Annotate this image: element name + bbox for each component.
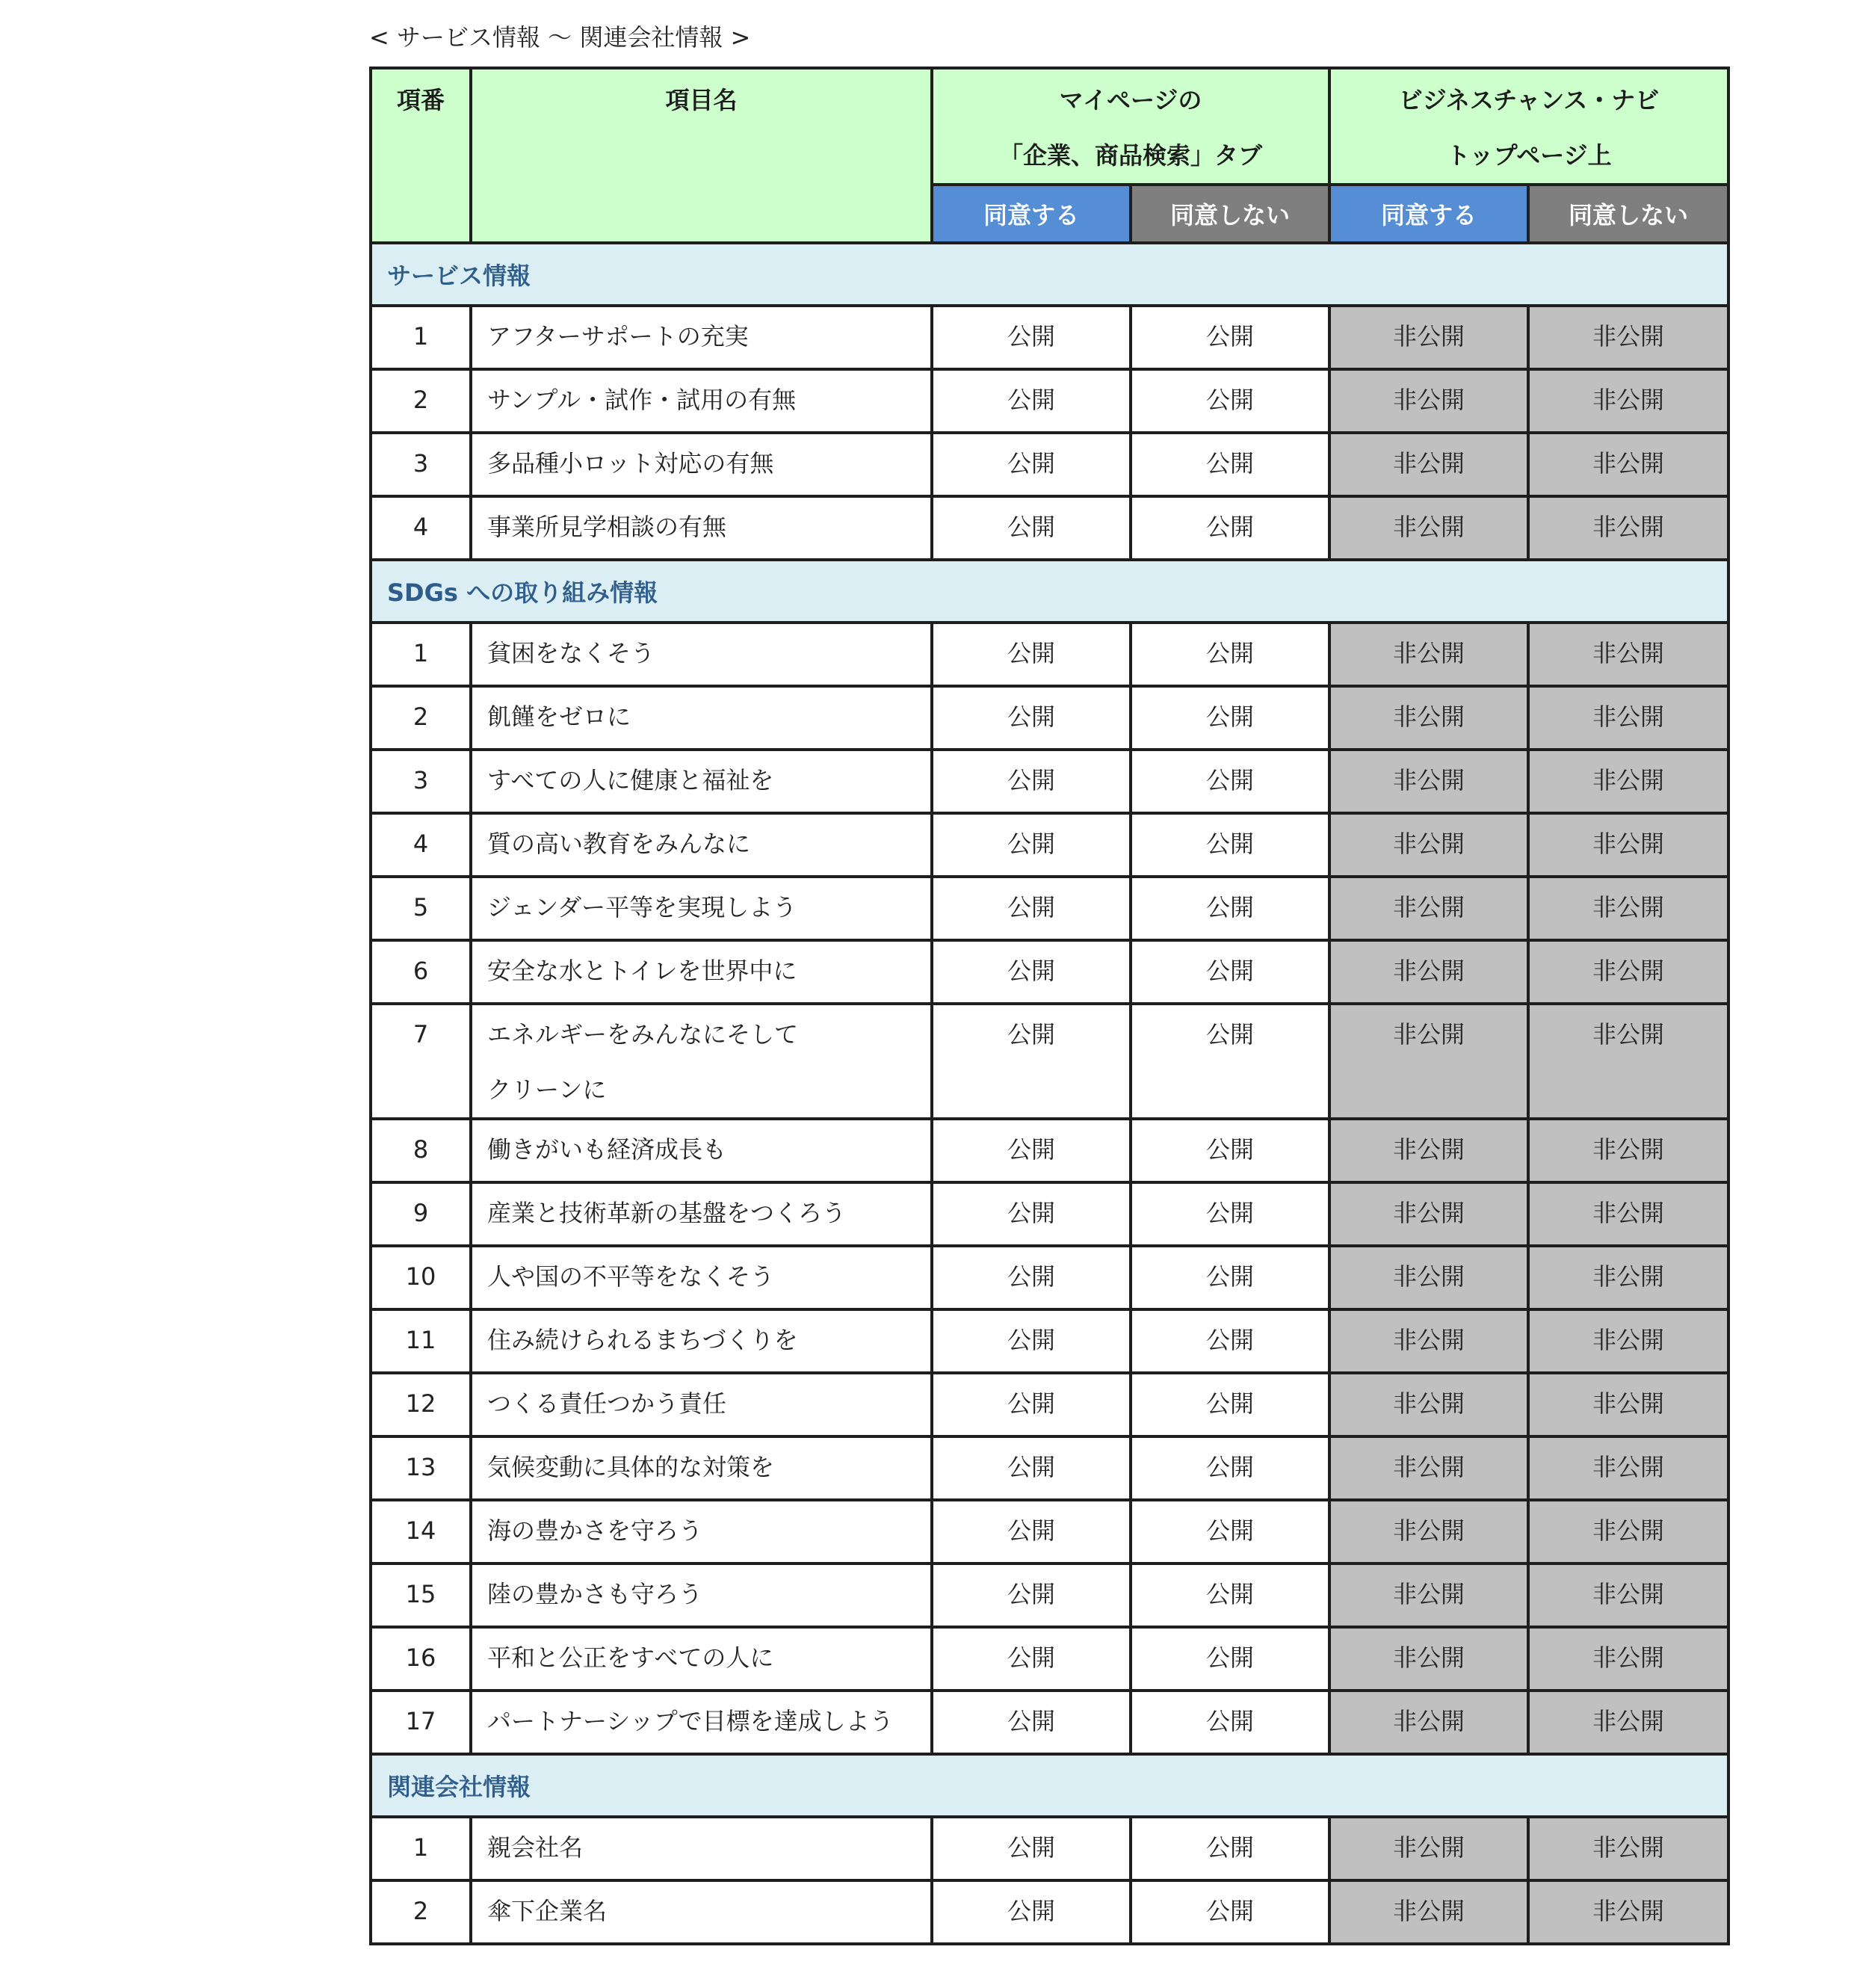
mypage-agree-value: 公開 <box>932 940 1131 1004</box>
item-name: 陸の豊かさも守ろう <box>487 1580 703 1608</box>
item-name: 産業と技術革新の基盤をつくろう <box>487 1199 847 1227</box>
item-number: 3 <box>371 433 471 496</box>
item-name-cell <box>471 877 932 940</box>
mypage-disagree-value: 公開 <box>1131 306 1329 369</box>
bcn-disagree-value: 非公開 <box>1528 496 1728 560</box>
table-row <box>371 496 1728 560</box>
bcn-agree-value: 非公開 <box>1329 1691 1528 1754</box>
item-name: 気候変動に具体的な対策を <box>487 1453 775 1481</box>
mypage-disagree-value: 公開 <box>1131 1817 1329 1880</box>
bcn-agree-value: 非公開 <box>1329 1119 1528 1182</box>
table-row <box>371 1500 1728 1563</box>
bcn-agree-value: 非公開 <box>1329 1436 1528 1500</box>
item-name-cell <box>471 433 932 496</box>
item-number: 4 <box>371 813 471 877</box>
item-name-cell <box>471 369 932 433</box>
item-name: パートナーシップで目標を達成しよう <box>487 1707 894 1735</box>
table-row <box>371 813 1728 877</box>
item-name: サンプル・試作・試用の有無 <box>487 386 797 414</box>
item-number: 16 <box>371 1627 471 1691</box>
mypage-disagree-value: 公開 <box>1131 686 1329 750</box>
bcn-disagree-value: 非公開 <box>1528 623 1728 686</box>
item-name: 働きがいも経済成長も <box>487 1135 727 1164</box>
mypage-agree-value: 公開 <box>932 1627 1131 1691</box>
bcn-disagree-value: 非公開 <box>1528 1119 1728 1182</box>
section-title: 関連会社情報 <box>371 1754 1728 1817</box>
table-row <box>371 1119 1728 1182</box>
mypage-disagree-value: 公開 <box>1131 1182 1329 1246</box>
bcn-agree-value: 非公開 <box>1329 1004 1528 1119</box>
mypage-agree-value: 公開 <box>932 1880 1131 1944</box>
header-mypage-line1: マイページの <box>1059 86 1202 114</box>
mypage-agree-value: 公開 <box>932 306 1131 369</box>
header-mypage-agree: 同意する <box>932 185 1131 243</box>
item-name-cell <box>471 496 932 560</box>
bcn-disagree-value: 非公開 <box>1528 686 1728 750</box>
item-name-cell <box>471 623 932 686</box>
mypage-agree-value: 公開 <box>932 686 1131 750</box>
header-mypage <box>932 68 1329 185</box>
table-row <box>371 1373 1728 1436</box>
mypage-disagree-value: 公開 <box>1131 1880 1329 1944</box>
mypage-disagree-value: 公開 <box>1131 1563 1329 1627</box>
item-name-cell <box>471 1004 932 1119</box>
table-row <box>371 369 1728 433</box>
header-item-number: 項番 <box>371 68 471 243</box>
bcn-agree-value: 非公開 <box>1329 1563 1528 1627</box>
item-name-cell <box>471 1436 932 1500</box>
mypage-disagree-value: 公開 <box>1131 623 1329 686</box>
item-name-cell <box>471 1817 932 1880</box>
item-name-cell <box>471 1563 932 1627</box>
table-row <box>371 1563 1728 1627</box>
mypage-disagree-value: 公開 <box>1131 813 1329 877</box>
mypage-agree-value: 公開 <box>932 1373 1131 1436</box>
item-name: ジェンダー平等を実現しよう <box>487 893 797 922</box>
bcn-disagree-value: 非公開 <box>1528 306 1728 369</box>
bcn-disagree-value: 非公開 <box>1528 433 1728 496</box>
mypage-agree-value: 公開 <box>932 369 1131 433</box>
item-number: 9 <box>371 1182 471 1246</box>
bcn-agree-value: 非公開 <box>1329 1627 1528 1691</box>
item-name: 事業所見学相談の有無 <box>487 513 727 541</box>
item-number: 6 <box>371 940 471 1004</box>
mypage-disagree-value: 公開 <box>1131 433 1329 496</box>
bcn-disagree-value: 非公開 <box>1528 1182 1728 1246</box>
item-number: 13 <box>371 1436 471 1500</box>
table-row <box>371 1627 1728 1691</box>
bcn-disagree-value: 非公開 <box>1528 1563 1728 1627</box>
bcn-agree-value: 非公開 <box>1329 369 1528 433</box>
item-number: 3 <box>371 750 471 813</box>
item-name: 多品種小ロット対応の有無 <box>487 449 774 478</box>
mypage-disagree-value: 公開 <box>1131 940 1329 1004</box>
table-row <box>371 1246 1728 1309</box>
mypage-agree-value: 公開 <box>932 750 1131 813</box>
mypage-disagree-value: 公開 <box>1131 1119 1329 1182</box>
bcn-disagree-value: 非公開 <box>1528 1436 1728 1500</box>
item-name-cell <box>471 1309 932 1373</box>
header-item-name: 項目名 <box>471 68 932 243</box>
table-row <box>371 623 1728 686</box>
mypage-agree-value: 公開 <box>932 1004 1131 1119</box>
item-name-cell <box>471 750 932 813</box>
item-name-cell <box>471 813 932 877</box>
bcn-agree-value: 非公開 <box>1329 877 1528 940</box>
mypage-agree-value: 公開 <box>932 496 1131 560</box>
item-number: 1 <box>371 1817 471 1880</box>
bcn-agree-value: 非公開 <box>1329 496 1528 560</box>
item-number: 5 <box>371 877 471 940</box>
bcn-agree-value: 非公開 <box>1329 1309 1528 1373</box>
table-row <box>371 1880 1728 1944</box>
table-caption: < サービス情報 〜 関連会社情報 > <box>369 23 751 52</box>
mypage-agree-value: 公開 <box>932 1246 1131 1309</box>
table-row <box>371 1817 1728 1880</box>
mypage-disagree-value: 公開 <box>1131 1004 1329 1119</box>
bcn-disagree-value: 非公開 <box>1528 1309 1728 1373</box>
bcn-agree-value: 非公開 <box>1329 1880 1528 1944</box>
item-name: 飢饉をゼロに <box>487 703 631 731</box>
mypage-agree-value: 公開 <box>932 877 1131 940</box>
bcn-agree-value: 非公開 <box>1329 1246 1528 1309</box>
item-name-line2: クリーンに <box>487 1075 607 1104</box>
item-number: 15 <box>371 1563 471 1627</box>
item-number: 1 <box>371 306 471 369</box>
header-mypage-line2: 「企業、商品検索」タブ <box>999 141 1263 170</box>
mypage-agree-value: 公開 <box>932 1691 1131 1754</box>
mypage-disagree-value: 公開 <box>1131 369 1329 433</box>
table-row <box>371 686 1728 750</box>
mypage-disagree-value: 公開 <box>1131 1627 1329 1691</box>
mypage-disagree-value: 公開 <box>1131 1309 1329 1373</box>
section-header-row <box>371 560 1728 623</box>
bcn-disagree-value: 非公開 <box>1528 1246 1728 1309</box>
item-name-cell <box>471 306 932 369</box>
mypage-disagree-value: 公開 <box>1131 1500 1329 1563</box>
item-name: 貧困をなくそう <box>487 639 655 667</box>
header-bcn-disagree: 同意しない <box>1528 185 1728 243</box>
header-bcn-line1: ビジネスチャンス・ナビ <box>1398 86 1660 114</box>
mypage-agree-value: 公開 <box>932 813 1131 877</box>
bcn-disagree-value: 非公開 <box>1528 369 1728 433</box>
item-number: 17 <box>371 1691 471 1754</box>
header-bcn-line2: トップページ上 <box>1446 141 1612 170</box>
mypage-disagree-value: 公開 <box>1131 1373 1329 1436</box>
mypage-disagree-value: 公開 <box>1131 877 1329 940</box>
item-number: 10 <box>371 1246 471 1309</box>
bcn-agree-value: 非公開 <box>1329 1373 1528 1436</box>
bcn-agree-value: 非公開 <box>1329 813 1528 877</box>
bcn-agree-value: 非公開 <box>1329 1817 1528 1880</box>
bcn-disagree-value: 非公開 <box>1528 750 1728 813</box>
item-name-cell <box>471 1880 932 1944</box>
table-row <box>371 306 1728 369</box>
section-header-row <box>371 1754 1728 1817</box>
item-name: 質の高い教育をみんなに <box>487 830 751 858</box>
item-name: エネルギーをみんなにそして <box>487 1020 799 1049</box>
table-row <box>371 1309 1728 1373</box>
table-row <box>371 433 1728 496</box>
bcn-disagree-value: 非公開 <box>1528 1817 1728 1880</box>
bcn-disagree-value: 非公開 <box>1528 877 1728 940</box>
bcn-agree-value: 非公開 <box>1329 433 1528 496</box>
item-number: 14 <box>371 1500 471 1563</box>
item-number: 7 <box>371 1004 471 1119</box>
item-name: 海の豊かさを守ろう <box>487 1516 703 1545</box>
bcn-disagree-value: 非公開 <box>1528 1373 1728 1436</box>
header-mypage-disagree: 同意しない <box>1131 185 1329 243</box>
item-name-cell <box>471 686 932 750</box>
mypage-agree-value: 公開 <box>932 1309 1131 1373</box>
bcn-agree-value: 非公開 <box>1329 1182 1528 1246</box>
bcn-disagree-value: 非公開 <box>1528 813 1728 877</box>
bcn-disagree-value: 非公開 <box>1528 1004 1728 1119</box>
mypage-agree-value: 公開 <box>932 1817 1131 1880</box>
section-title: SDGs への取り組み情報 <box>371 560 1728 623</box>
header-bcn-agree: 同意する <box>1329 185 1528 243</box>
mypage-agree-value: 公開 <box>932 1182 1131 1246</box>
item-name-cell <box>471 1246 932 1309</box>
table-row <box>371 1436 1728 1500</box>
item-name-cell <box>471 1373 932 1436</box>
bcn-agree-value: 非公開 <box>1329 750 1528 813</box>
item-name: 親会社名 <box>487 1833 584 1862</box>
mypage-agree-value: 公開 <box>932 1563 1131 1627</box>
bcn-disagree-value: 非公開 <box>1528 1500 1728 1563</box>
table-row <box>371 750 1728 813</box>
item-name: 平和と公正をすべての人に <box>487 1643 774 1672</box>
mypage-agree-value: 公開 <box>932 433 1131 496</box>
item-number: 2 <box>371 1880 471 1944</box>
item-number: 12 <box>371 1373 471 1436</box>
table-row <box>371 877 1728 940</box>
item-name-cell <box>471 1182 932 1246</box>
item-name: 住み続けられるまちづくりを <box>487 1326 798 1354</box>
bcn-disagree-value: 非公開 <box>1528 1627 1728 1691</box>
item-number: 2 <box>371 369 471 433</box>
item-name: 傘下企業名 <box>487 1897 608 1925</box>
item-number: 4 <box>371 496 471 560</box>
bcn-agree-value: 非公開 <box>1329 1500 1528 1563</box>
item-name-cell <box>471 1500 932 1563</box>
bcn-disagree-value: 非公開 <box>1528 1880 1728 1944</box>
table-row <box>371 940 1728 1004</box>
item-number: 2 <box>371 686 471 750</box>
section-header-row <box>371 243 1728 306</box>
item-name: すべての人に健康と福祉を <box>487 766 774 794</box>
bcn-disagree-value: 非公開 <box>1528 1691 1728 1754</box>
item-name-cell <box>471 1691 932 1754</box>
section-title: サービス情報 <box>371 243 1728 306</box>
mypage-agree-value: 公開 <box>932 1119 1131 1182</box>
item-number: 8 <box>371 1119 471 1182</box>
table-row <box>371 1004 1728 1119</box>
item-name-cell <box>471 1119 932 1182</box>
table-row <box>371 1691 1728 1754</box>
mypage-agree-value: 公開 <box>932 623 1131 686</box>
bcn-agree-value: 非公開 <box>1329 686 1528 750</box>
item-name: アフターサポートの充実 <box>487 322 749 351</box>
bcn-agree-value: 非公開 <box>1329 940 1528 1004</box>
mypage-disagree-value: 公開 <box>1131 750 1329 813</box>
header-business-chance-navi <box>1329 68 1728 185</box>
table-body <box>371 243 1728 1944</box>
item-number: 11 <box>371 1309 471 1373</box>
mypage-agree-value: 公開 <box>932 1500 1131 1563</box>
mypage-disagree-value: 公開 <box>1131 1691 1329 1754</box>
mypage-disagree-value: 公開 <box>1131 1436 1329 1500</box>
item-number: 1 <box>371 623 471 686</box>
item-name-cell <box>471 940 932 1004</box>
item-name-cell <box>471 1627 932 1691</box>
bcn-agree-value: 非公開 <box>1329 623 1528 686</box>
table-row <box>371 1182 1728 1246</box>
mypage-disagree-value: 公開 <box>1131 496 1329 560</box>
bcn-disagree-value: 非公開 <box>1528 940 1728 1004</box>
mypage-agree-value: 公開 <box>932 1436 1131 1500</box>
item-name: 安全な水とトイレを世界中に <box>487 957 797 985</box>
bcn-agree-value: 非公開 <box>1329 306 1528 369</box>
disclosure-table <box>369 67 1730 1945</box>
mypage-disagree-value: 公開 <box>1131 1246 1329 1309</box>
item-name: つくる責任つかう責任 <box>487 1389 727 1418</box>
item-name: 人や国の不平等をなくそう <box>487 1262 775 1291</box>
